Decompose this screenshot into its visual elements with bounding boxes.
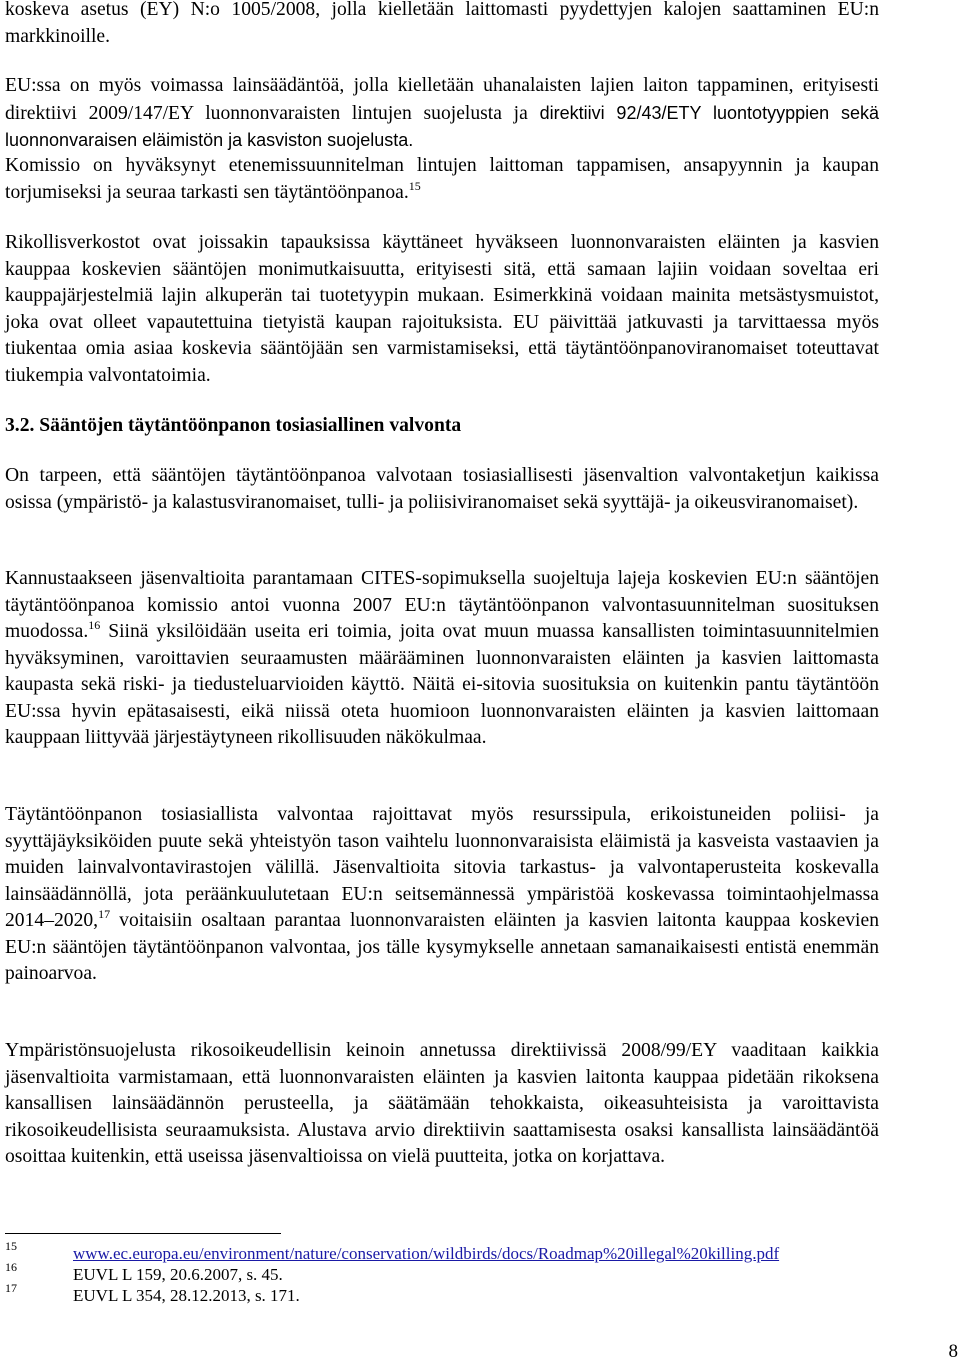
paragraph-top: koskeva asetus (EY) N:o 1005/2008, jolla kielletään laittomasti pyydettyjen kalojen saattaminen EU:n markkinoille. <box>5 0 879 47</box>
paragraph-enforcement-need: On tarpeen, että sääntöjen täytäntöönpanoa valvotaan tosiasiallisesti jäsenvaltion valvontaketjun kaikissa osissa (ympäristö- ja kalastusviranomaiset, tulli- ja poliisiviranomaiset sekä syyttäjä- ja oikeusviranomaiset). <box>5 465 879 513</box>
paragraph-cites-text-b: Siinä yksilöidään useita eri toimia, joita ovat muun muassa kansallisten toimintasuunnitelmien hyväksyminen, varoittavien seuraamusten määrääminen luonnonvaraisten eläinten ja kasvien laittomasta kaupasta sekä riski- ja tiedusteluarvioiden käyttö. Näitä ei-sitovia suosituksia on kuitenkin pantu täytäntöön EU:ssa hyvin epätasaisesti, eikä niissä oteta huomioon luonnonvaraisten eläinten ja kasvien laittomaan kauppaan liittyvää järjestäytyneen rikollisuuden näkökulmaa. <box>5 621 879 748</box>
footnote-number: 16 <box>5 1260 17 1274</box>
footnote-text: EUVL L 354, 28.12.2013, s. 171. <box>73 1286 300 1305</box>
paragraph-criminal-networks: Rikollisverkostot ovat joissakin tapauksissa käyttäneet hyväkseen luonnonvaraisten eläinten ja kasvien kauppaa koskevien sääntöjen monimutkaisuutta, erityisesti sitä, että samaan lajiin voidaan soveltaa eri kauppajärjestelmiä lajin alkuperän tai tuotetyypin mukaan. Esimerkkinä voidaan mainita metsästysmuistot, joka ovat olleet vapautettuina tietyistä kaupan rajoituksista. EU päivittää jatkuvasti ja tarvittaessa myös tiukentaa omia asiaa koskevia sääntöjään sen varmistamiseksi, että täytäntöönpanoviranomaiset toteuttavat tiukempia valvontatoimia. <box>5 232 879 386</box>
footnote-ref-15[interactable]: 15 <box>408 178 421 193</box>
section-heading: 3.2. Sääntöjen täytäntöönpanon tosiasiallinen valvonta <box>5 415 462 436</box>
paragraph-eu-legislation-text: EU:ssa on myös voimassa lainsäädäntöä, jolla kielletään uhanalaisten lajien laiton tappaminen, erityisesti direktiivi 2009/147/EY luonnonvaraisten lintujen suojelusta ja <box>5 75 879 124</box>
footnote-number: 17 <box>5 1281 17 1295</box>
page-number: 8 <box>948 1341 958 1362</box>
footnote-ref-17[interactable]: 17 <box>98 907 111 921</box>
paragraph-eu-legislation <box>5 73 879 155</box>
paragraph-roadmap-text: Komissio on hyväksynyt etenemissuunnitelman lintujen laittoman tappamisen, ansapyynnin ja kaupan torjumiseksi ja seuraa tarkasti sen täytäntöönpanoa. <box>5 155 879 203</box>
footnote-ref-16[interactable]: 16 <box>88 618 101 632</box>
paragraph-cites-recommendation <box>5 566 879 752</box>
footnote-text: EUVL L 159, 20.6.2007, s. 45. <box>73 1265 283 1284</box>
footnote-link[interactable]: www.ec.europa.eu/environment/nature/conservation/wildbirds/docs/Roadmap%20illegal%20killing.pdf <box>73 1244 780 1263</box>
paragraph-cites-text-a: Kannustaakseen jäsenvaltioita parantamaan CITES-sopimuksella suojeltuja lajeja koskevien EU:n sääntöjen täytäntöönpanoa komissio antoi vuonna 2007 EU:n täytäntöönpanon valvontasuunnitelman suosituksen muodossa. <box>5 568 879 642</box>
footnote-17 <box>5 1281 905 1306</box>
paragraph-resources-text-a: Täytäntöönpanon tosiasiallista valvontaa rajoittavat myös resurssipula, erikoistuneiden poliisi- ja syyttäjäyksiköiden puute sekä yhteistyön tason vaihtelu luonnonvaraisista eläimistä ja kasveista vastaavien ja muiden lainvalvontavirastojen välillä. Jäsenvaltioita sitovia tarkastus- ja valvontaperusteita koskevalla lainsäädännöllä, jota peräänkuulutetaan EU:n seitsemännessä ympäristöä koskevassa toimintaohjelmassa 2014–2020, <box>5 804 879 931</box>
footnote-16 <box>5 1260 905 1285</box>
paragraph-eu-legislation-directive: direktiivi 92/43/ETY luontotyyppien sekä luonnonvaraisen eläimistön ja kasviston suojelusta. <box>5 102 879 150</box>
footnotes <box>5 1239 905 1306</box>
paragraph-roadmap <box>5 153 879 206</box>
footnote-separator <box>5 1233 281 1234</box>
paragraph-criminal-law-directive: Ympäristönsuojelusta rikosoikeudellisin keinoin annetussa direktiivissä 2008/99/EY vaaditaan kaikkia jäsenvaltioita varmistamaan, että luonnonvaraisten eläinten ja kasvien laitonta kauppaa pidetään rikoksena kansallisen lainsäädännön perusteella, ja säätämään tehokkaista, oikeasuhteisista ja varoittavista rikosoikeudellisista seuraamuksista. Alustava arvio direktiivin saattamisesta osaksi kansallista lainsäädäntöä osoittaa kuitenkin, että useissa jäsenvaltioissa on vielä puutteita, jotka on korjattava. <box>5 1040 879 1167</box>
footnote-15 <box>5 1239 905 1264</box>
paragraph-resources-text-b: voitaisiin osaltaan parantaa luonnonvaraisten eläinten ja kasvien laitonta kauppaa koskevien EU:n sääntöjen täytäntöönpanon valvontaa, jos tälle kysymykselle annetaan samanaikaisesti entistä enemmän painoarvoa. <box>5 910 879 984</box>
paragraph-resources <box>5 802 879 988</box>
footnote-number: 15 <box>5 1239 17 1253</box>
